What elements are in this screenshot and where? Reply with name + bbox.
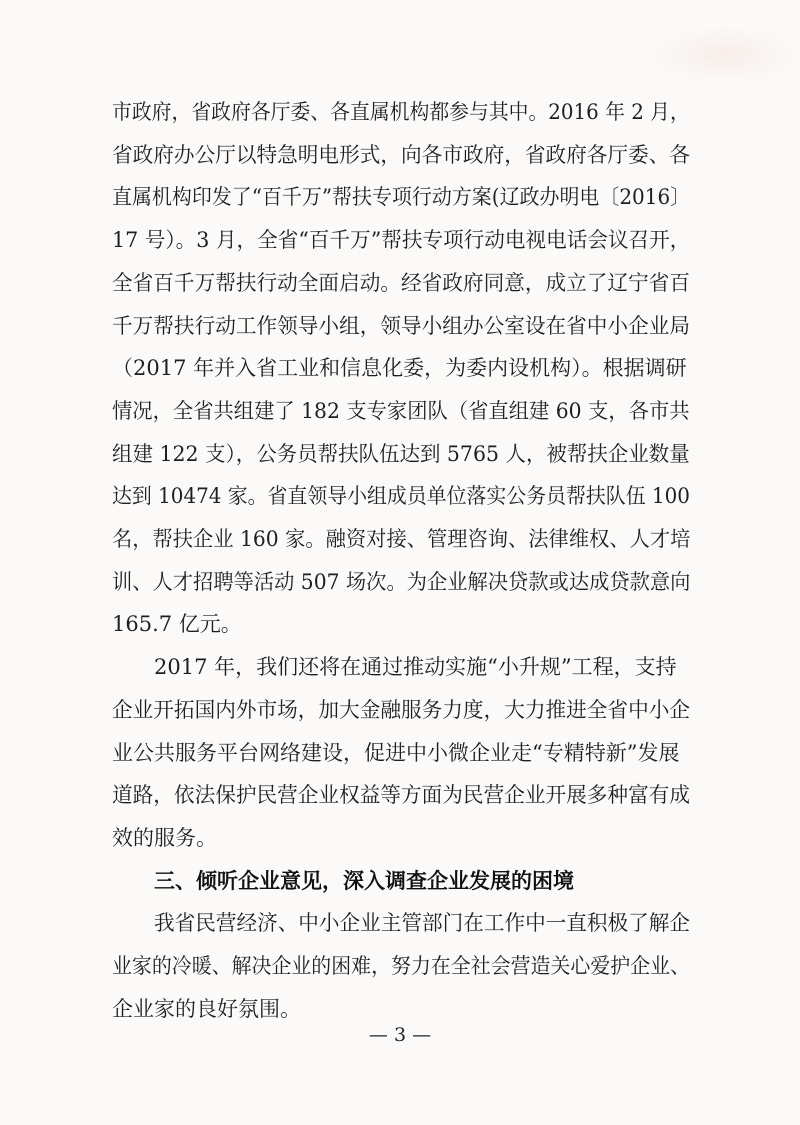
paragraph-line: 组建 122 支），公务员帮扶队伍达到 5765 人，被帮扶企业数量 [112,441,690,466]
paragraph-line: 情况，全省共组建了 182 支专家团队（省直组建 60 支，各市共 [112,398,690,423]
section-heading: 三、倾听企业意见，深入调查企业发展的困境 [154,868,574,893]
paragraph-line: 道路，依法保护民营企业权益等方面为民营企业开展多种富有成 [112,783,691,808]
paper-stain [650,25,800,85]
paragraph-line: 165.7 亿元。 [112,612,242,637]
paragraph-line: 达到 10474 家。省直领导小组成员单位落实公务员帮扶队伍 100 [112,484,690,509]
paragraph-line: 市政府，省政府各厅委、各直属机构都参与其中。2016 年 2 月， [112,100,690,124]
paragraph-line: 名，帮扶企业 160 家。融资对接、管理咨询、法律维权、人才培 [112,527,691,551]
paragraph-line: （2017 年并入省工业和信息化委，为委内设机构）。根据调研 [112,356,687,381]
paragraph-line: 业公共服务平台网络建设，促进中小微企业走“专精特新”发展 [112,740,680,765]
paragraph-line: 业家的冷暖、解决企业的困难，努力在全社会营造关心爱护企业、 [112,954,691,978]
paragraph-line: 2017 年，我们还将在通过推动实施“小升规”工程，支持 [154,655,677,680]
paragraph-line: 省政府办公厅以特急明电形式，向各市政府，省政府各厅委、各 [112,142,691,167]
paragraph-line: 企业家的良好氛围。 [112,996,301,1021]
paragraph-line: 17 号）。3 月，全省“百千万”帮扶专项行动电视电话会议召开， [112,228,691,253]
paragraph-line: 效的服务。 [112,825,217,850]
paragraph-line: 训、人才招聘等活动 507 场次。为企业解决贷款或达成贷款意向 [112,569,691,594]
paragraph-line: 全省百千万帮扶行动全面启动。经省政府同意，成立了辽宁省百 [112,270,691,295]
paragraph-line: 企业开拓国内外市场，加大金融服务力度，大力推进全省中小企 [112,697,691,722]
paragraph-line: 千万帮扶行动工作领导小组，领导小组办公室设在省中小企业局 [112,313,691,338]
page-number: — 3 — [368,1024,432,1046]
paragraph-line: 直属机构印发了“百千万”帮扶专项行动方案(辽政办明电〔2016〕 [112,185,691,210]
paragraph-line: 我省民营经济、中小企业主管部门在工作中一直积极了解企 [154,911,691,936]
